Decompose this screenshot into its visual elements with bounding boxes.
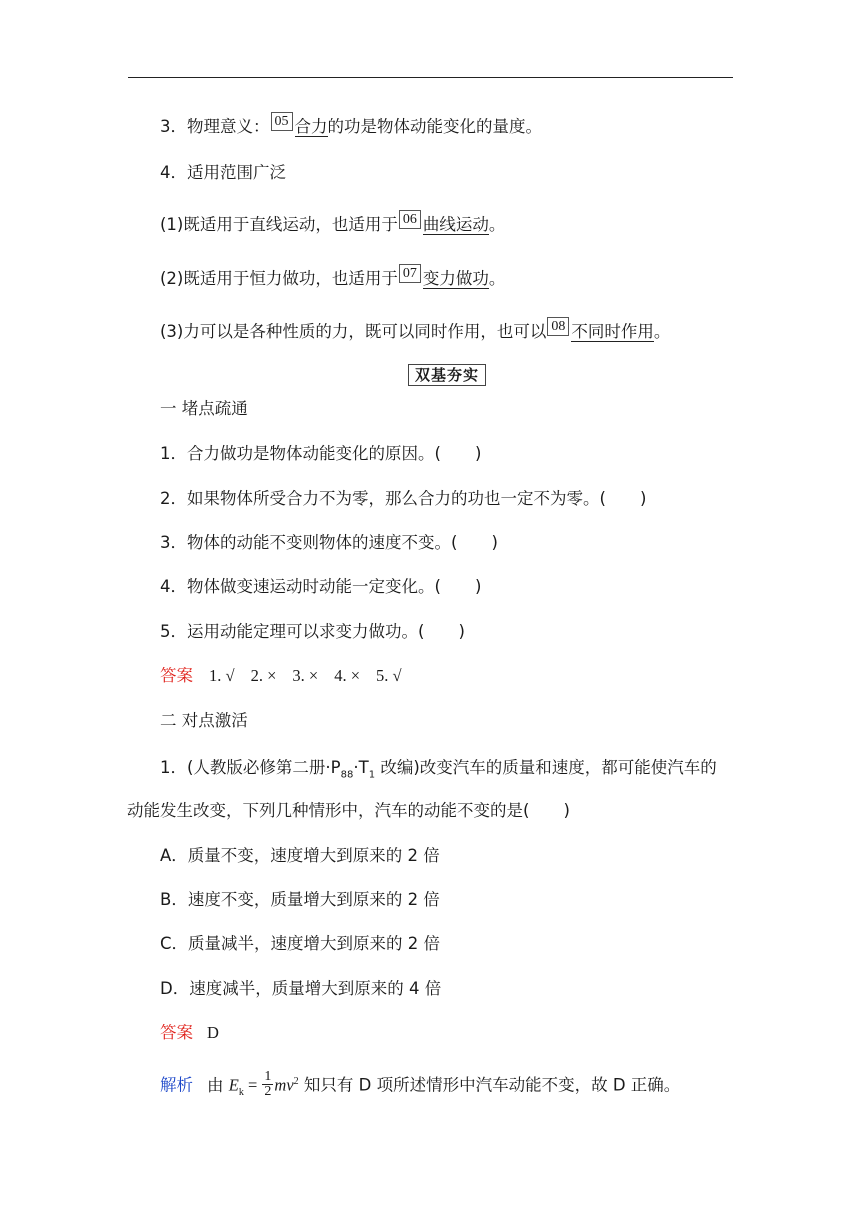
section-box-title: 双基夯实 bbox=[408, 364, 486, 386]
scope-item-3 bbox=[160, 321, 670, 343]
question-text: 动能发生改变，下列几种情形中，汽车的动能不变的是( bbox=[127, 801, 530, 820]
formula-equals: = bbox=[243, 1075, 262, 1095]
physical-meaning-prefix: 3．物理意义： bbox=[160, 117, 270, 136]
paren-close: ) bbox=[491, 533, 498, 552]
blank-answer: 合力 bbox=[294, 117, 328, 136]
blank-answer: 不同时作用 bbox=[571, 322, 654, 341]
question-source-mid: ·T bbox=[353, 758, 369, 777]
scope-item-text: (2)既适用于恒力做功，也适用于 bbox=[160, 269, 398, 288]
blank-answer: 曲线运动 bbox=[422, 215, 489, 234]
option-a: A．质量不变，速度增大到原来的 2 倍 bbox=[160, 846, 440, 865]
page-subscript: 88 bbox=[340, 769, 354, 781]
judge-question-4 bbox=[160, 576, 481, 598]
choice-question-line1 bbox=[160, 757, 717, 786]
blank-number: 06 bbox=[399, 210, 421, 229]
task-subscript: 1 bbox=[368, 769, 376, 781]
header-rule bbox=[128, 77, 733, 78]
paren-close: ) bbox=[563, 801, 570, 820]
question-text: 改编)改变汽车的质量和速度，都可能使汽车的 bbox=[375, 758, 717, 777]
question-text: 2．如果物体所受合力不为零，那么合力的功也一定不为零。( bbox=[160, 489, 606, 508]
scope-item-1 bbox=[160, 214, 505, 236]
analysis-label: 解析 bbox=[160, 1075, 193, 1095]
analysis-text: 知只有 D 项所述情形中汽车动能不变，故 D 正确。 bbox=[298, 1075, 681, 1095]
physical-meaning-line bbox=[160, 116, 542, 138]
option-b: B．速度不变，质量增大到原来的 2 倍 bbox=[160, 890, 440, 909]
judge-question-5 bbox=[160, 621, 465, 643]
question-source: 1．(人教版必修第二册·P bbox=[160, 758, 341, 777]
paren-close: ) bbox=[474, 444, 482, 463]
judge-question-2 bbox=[160, 488, 646, 510]
answer-item: 5. √ bbox=[376, 666, 402, 685]
answer-label: 答案 bbox=[160, 1023, 193, 1042]
answer-item: 2. × bbox=[250, 666, 277, 685]
part2-heading: 二 对点激活 bbox=[160, 711, 248, 730]
formula-fraction bbox=[262, 1070, 273, 1099]
physical-meaning-suffix: 的功是物体动能变化的量度。 bbox=[327, 117, 542, 136]
option-d: D．速度减半，质量增大到原来的 4 倍 bbox=[160, 979, 442, 998]
fraction-denominator: 2 bbox=[264, 1083, 272, 1099]
scope-item-suffix: 。 bbox=[488, 215, 506, 234]
part1-answers bbox=[160, 665, 402, 687]
option-c: C．质量减半，速度增大到原来的 2 倍 bbox=[160, 934, 441, 953]
choice-question-line2 bbox=[127, 800, 570, 822]
answer-item: 4. × bbox=[334, 666, 360, 685]
paren-close: ) bbox=[474, 577, 482, 596]
answer-label: 答案 bbox=[160, 666, 193, 685]
scope-item-2 bbox=[160, 268, 505, 290]
blank-number: 05 bbox=[271, 112, 293, 131]
paren-close: ) bbox=[639, 489, 647, 508]
fraction-numerator: 1 bbox=[264, 1068, 272, 1084]
scope-item-suffix: 。 bbox=[653, 322, 671, 341]
part1-heading: 一 堵点疏通 bbox=[160, 399, 248, 418]
scope-item-suffix: 。 bbox=[488, 269, 506, 288]
formula-subscript: k bbox=[238, 1086, 244, 1098]
formula-exponent: 2 bbox=[293, 1076, 299, 1087]
part2-answer bbox=[160, 1022, 219, 1044]
blank-number: 07 bbox=[399, 264, 421, 283]
question-text: 3．物体的动能不变则物体的速度不变。( bbox=[160, 533, 458, 552]
judge-question-1 bbox=[160, 443, 481, 465]
blank-answer: 变力做功 bbox=[422, 269, 489, 288]
answer-item: 1. √ bbox=[209, 666, 235, 685]
question-text: 4．物体做变速运动时动能一定变化。( bbox=[160, 577, 441, 596]
analysis-text: 由 bbox=[207, 1075, 229, 1095]
answer-value: D bbox=[207, 1023, 219, 1042]
answer-item: 3. × bbox=[292, 666, 319, 685]
scope-title: 4．适用范围广泛 bbox=[160, 163, 286, 182]
paren-close: ) bbox=[458, 622, 465, 641]
formula-symbol: mv bbox=[274, 1075, 294, 1095]
blank-number: 08 bbox=[547, 317, 569, 336]
judge-question-3 bbox=[160, 532, 498, 554]
formula-symbol: E bbox=[228, 1075, 239, 1095]
question-text: 5．运用动能定理可以求变力做功。( bbox=[160, 622, 425, 641]
question-text: 1．合力做功是物体动能变化的原因。( bbox=[160, 444, 441, 463]
scope-item-text: (1)既适用于直线运动，也适用于 bbox=[160, 215, 398, 234]
analysis-line bbox=[160, 1068, 681, 1104]
scope-item-text: (3)力可以是各种性质的力，既可以同时作用，也可以 bbox=[160, 322, 547, 341]
